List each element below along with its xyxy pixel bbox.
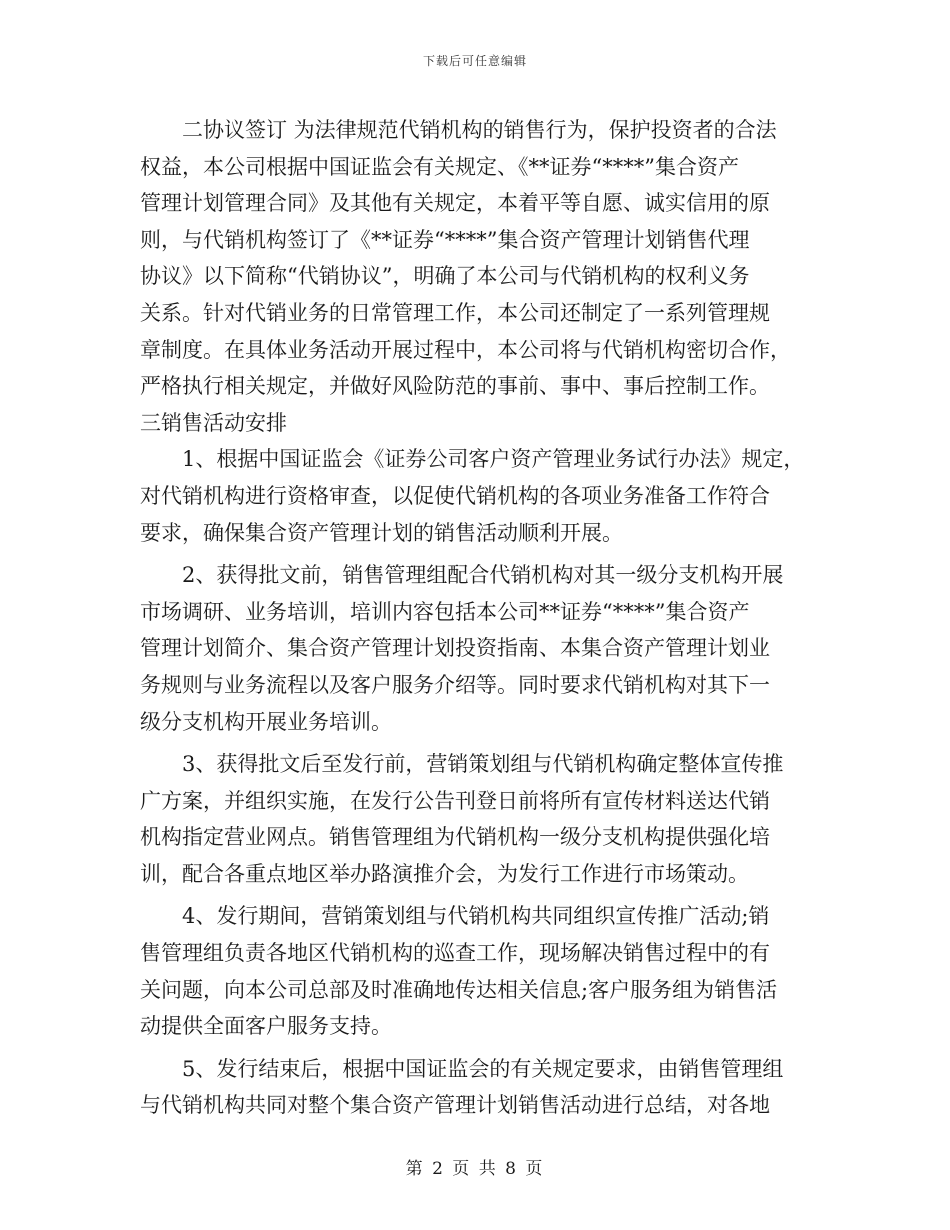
text-line: 5、发行结束后，根据中国证监会的有关规定要求，由销售管理组	[182, 1056, 784, 1081]
text-line: 协议》以下简称“代销协议”，明确了本公司与代销机构的权利义务	[140, 264, 750, 289]
list-item-1	[140, 441, 810, 551]
text-line: 1、根据中国证监会《证券公司客户资产管理业务试行办法》规定，	[182, 447, 805, 472]
heading-line: 三销售活动安排	[140, 410, 287, 435]
document-body	[140, 112, 810, 1124]
page-footer: 第 2 页 共 8 页	[405, 1159, 545, 1179]
text-line: 2、获得批文前，销售管理组配合代销机构对其一级分支机构开展	[182, 563, 784, 588]
text-line: 4、发行期间，营销策划组与代销机构共同组织宣传推广活动;销	[182, 904, 770, 929]
text-line: 务规则与业务流程以及客户服务介绍等。同时要求代销机构对其下一	[140, 672, 770, 697]
text-line: 级分支机构开展业务培训。	[140, 709, 392, 734]
list-item-5	[140, 1051, 810, 1124]
text-line: 管理计划管理合同》及其他有关规定，本着平等自愿、诚实信用的原	[140, 191, 770, 216]
text-line: 要求，确保集合资产管理计划的销售活动顺利开展。	[140, 520, 623, 545]
text-line: 关问题，向本公司总部及时准确地传达相关信息;客户服务组为销售活	[140, 977, 778, 1002]
text-line: 动提供全面客户服务支持。	[140, 1014, 392, 1039]
text-line: 关系。针对代销业务的日常管理工作，本公司还制定了一系列管理规	[140, 300, 770, 325]
list-item-2	[140, 557, 810, 740]
list-item-4	[140, 898, 810, 1044]
text-line: 市场调研、业务培训，培训内容包括本公司**证券“****”集合资产	[140, 599, 750, 624]
text-line: 广方案，并组织实施，在发行公告刊登日前将所有宣传材料送达代销	[140, 788, 770, 813]
text-line: 对代销机构进行资格审查，以促使代销机构的各项业务准备工作符合	[140, 483, 770, 508]
section-heading	[140, 405, 810, 442]
text-line: 章制度。在具体业务活动开展过程中，本公司将与代销机构密切合作，	[140, 337, 791, 362]
page-header: 下载后可任意编辑	[422, 54, 527, 68]
text-line: 与代销机构共同对整个集合资产管理计划销售活动进行总结，对各地	[140, 1093, 770, 1118]
paragraph-agreement	[140, 112, 810, 405]
text-line: 二协议签订 为法律规范代销机构的销售行为，保护投资者的合法	[182, 118, 777, 142]
text-line: 机构指定营业网点。销售管理组为代销机构一级分支机构提供强化培	[140, 825, 770, 850]
text-line: 权益，本公司根据中国证监会有关规定、《**证券“****”集合资产	[140, 154, 739, 179]
text-line: 管理计划简介、集合资产管理计划投资指南、本集合资产管理计划业	[140, 636, 770, 661]
text-line: 训，配合各重点地区举办路演推介会，为发行工作进行市场策动。	[140, 861, 749, 886]
text-line: 3、获得批文后至发行前，营销策划组与代销机构确定整体宣传推	[182, 752, 784, 777]
text-line: 售管理组负责各地区代销机构的巡查工作，现场解决销售过程中的有	[140, 941, 770, 966]
text-line: 则，与代销机构签订了《**证券“****”集合资产管理计划销售代理	[140, 227, 750, 252]
list-item-3	[140, 746, 810, 892]
text-line: 严格执行相关规定，并做好风险防范的事前、事中、事后控制工作。	[140, 374, 770, 399]
